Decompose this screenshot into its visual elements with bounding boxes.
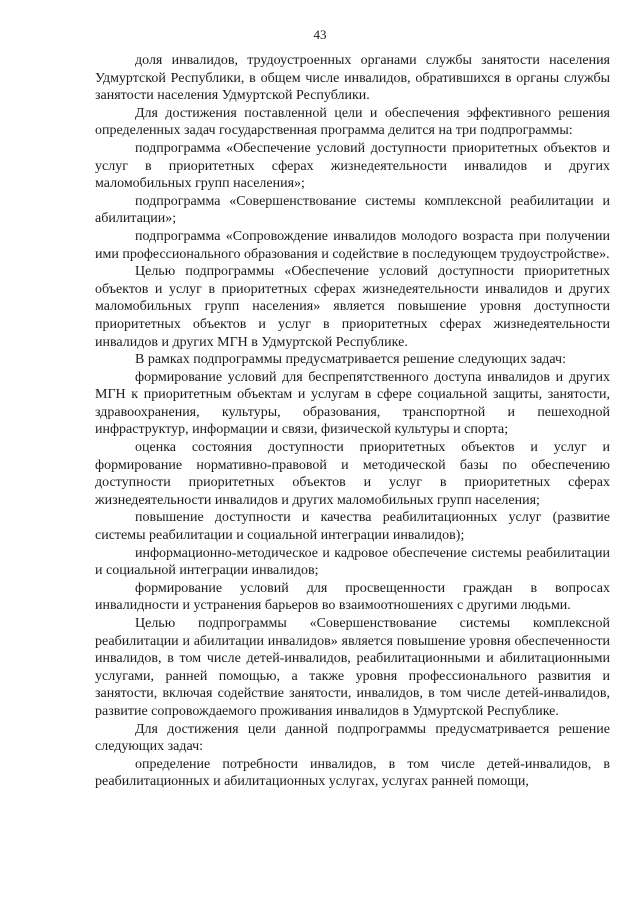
paragraph: формирование условий для беспрепятственного доступа инвалидов и других МГН к приоритетным объектам и услугам в сфере социальной защиты, занятости, здравоохранения, культуры, образования, транспортной и пешеходной инфраструктур, информации и связи, физической культуры и спорта; [95, 369, 610, 438]
paragraph: доля инвалидов, трудоустроенных органами службы занятости населения Удмуртской Республики, в общем числе инвалидов, обратившихся в органы службы занятости населения Удмуртской Республики. [95, 53, 610, 104]
paragraph: Целью подпрограммы «Обеспечение условий доступности приоритетных объектов и услуг в приоритетных сферах жизнедеятельности инвалидов и других маломобильных групп населения» является повышение уровня доступности приоритетных объектов и услуг в приоритетных сферах жизнедеятельности инвалидов и других МГН в Удмуртской Республике. [95, 264, 610, 350]
paragraph: формирование условий для просвещенности граждан в вопросах инвалидности и устранения барьеров во взаимоотношениях с другими людьми. [95, 580, 610, 614]
paragraph: Целью подпрограммы «Совершенствование системы комплексной реабилитации и абилитации инвалидов» является повышение уровня обеспеченности инвалидов, в том числе детей-инвалидов, реабилитационными и абилитационными услугами, ранней помощью, а также уровня профессионального развития и занятости, включая содействие занятости, инвалидов, в том числе детей-инвалидов, развитие сопровождаемого проживания инвалидов в Удмуртской Республике. [95, 616, 610, 719]
paragraph: Для достижения поставленной цели и обеспечения эффективного решения определенных задач государственная программа делится на три подпрограммы: [95, 105, 610, 139]
paragraph: подпрограмма «Обеспечение условий доступности приоритетных объектов и услуг в приоритетных сферах жизнедеятельности инвалидов и других маломобильных групп населения»; [95, 140, 610, 192]
paragraph: Для достижения цели данной подпрограммы предусматривается решение следующих задач: [95, 721, 610, 755]
paragraph: повышение доступности и качества реабилитационных услуг (развитие системы реабилитации и социальной интеграции инвалидов); [95, 510, 610, 544]
paragraph: оценка состояния доступности приоритетных объектов и услуг и формирование нормативно-правовой и методической базы по обеспечению доступности приоритетных объектов и услуг в приоритетных сферах жизнедеятельности инвалидов и других маломобильных групп населения; [95, 440, 610, 508]
body-text [95, 52, 610, 791]
paragraph: В рамках подпрограммы предусматривается решение следующих задач: [135, 352, 566, 368]
paragraph: подпрограмма «Сопровождение инвалидов молодого возраста при получении ими профессионального образования и содействие в последующем трудоустройстве». [95, 228, 610, 262]
paragraph: подпрограмма «Совершенствование системы комплексной реабилитации и абилитации»; [95, 193, 610, 227]
paragraph: определение потребности инвалидов, в том числе детей-инвалидов, в реабилитационных и абилитационных услугах, услугах ранней помощи, [95, 756, 610, 790]
paragraph: информационно-методическое и кадровое обеспечение системы реабилитации и социальной интеграции инвалидов; [95, 545, 610, 579]
page-number: 43 [313, 27, 327, 42]
